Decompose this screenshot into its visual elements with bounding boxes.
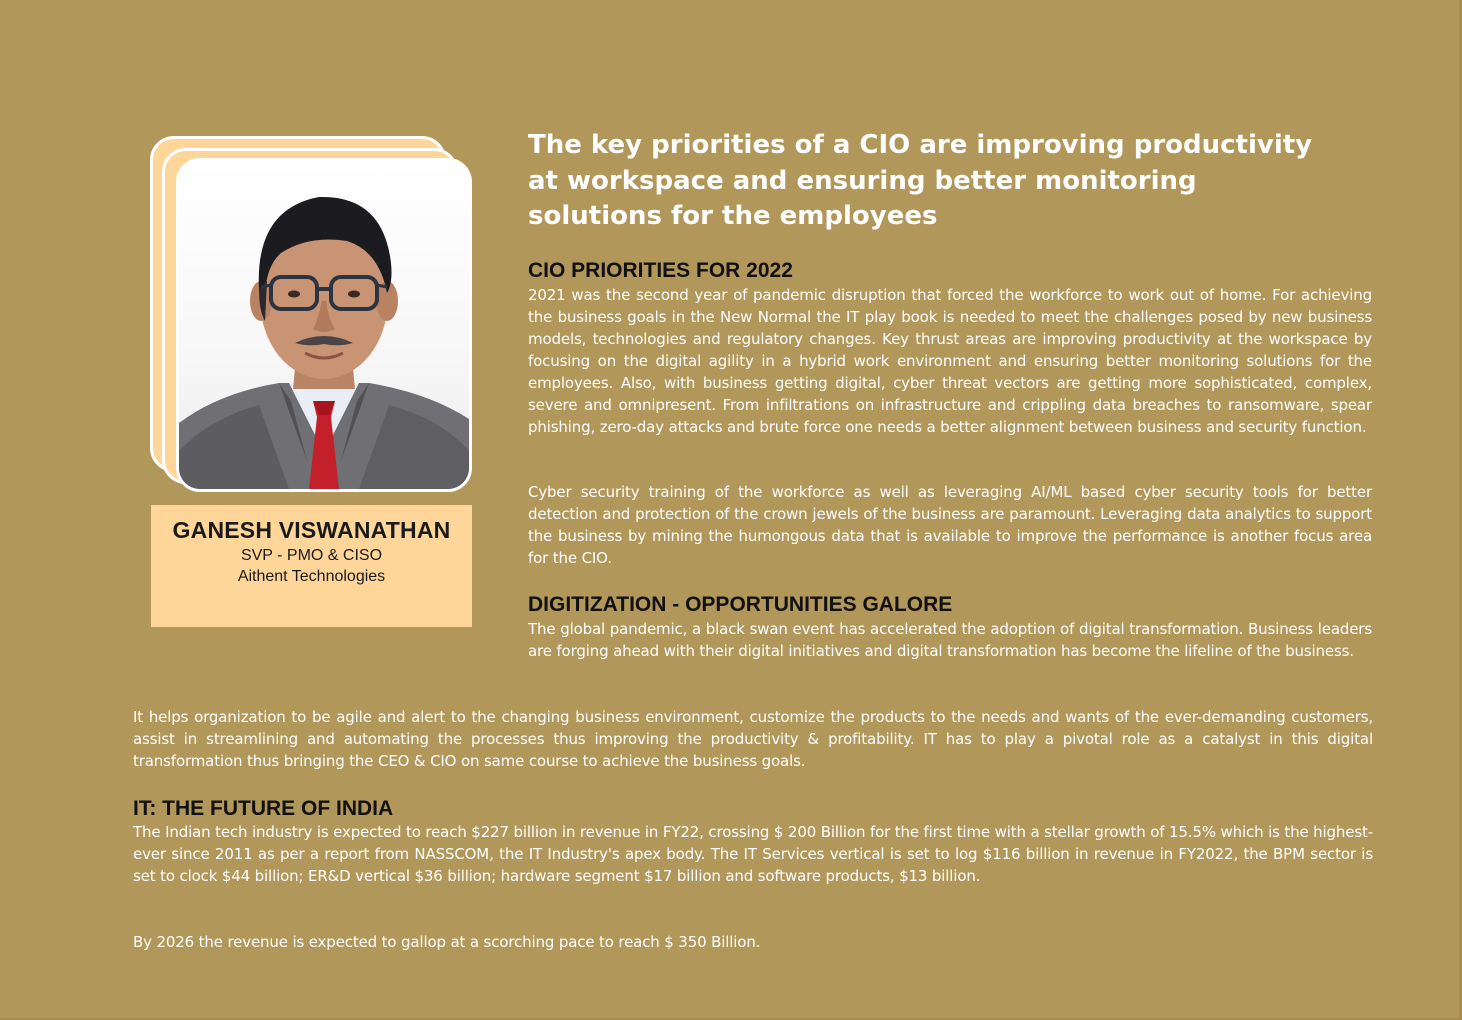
profile-name-card <box>151 505 472 627</box>
portrait-illustration <box>179 161 469 489</box>
cio-priorities-paragraph-2: Cyber security training of the workforce as well as leveraging AI/ML based cyber security tools for better detection and protection of the crown jewels of the business are paramount. Leveraging data analytics to support the business by mining the humongous data that is available to improve the performance is another focus area for the CIO. <box>528 483 1372 567</box>
digitization-paragraph-2: It helps organization to be agile and alert to the changing business environment, customize the products to the needs and wants of the ever-demanding customers, assist in streamlining and automating the processes thus improving the productivity & profitability. IT has to play a pivotal role as a catalyst in this digital transformation thus bringing the CEO & CIO on same course to achieve the business goals. <box>133 708 1373 770</box>
future-india-paragraph-2: By 2026 the revenue is expected to gallop at a scorching pace to reach $ 350 Billion. <box>133 933 761 951</box>
article-headline: The key priorities of a CIO are improving productivity at workspace and ensuring better monitoring solutions for the employees <box>528 130 1313 231</box>
section-title-future-of-india: IT: THE FUTURE OF INDIA <box>133 797 394 820</box>
cio-priorities-paragraph-1: 2021 was the second year of pandemic disruption that forced the workforce to work out of home. For achieving the business goals in the New Normal the IT play book is needed to meet the challenges posed by new business models, technologies and regulatory changes. Key thrust areas are improving productivity at the workspace by focusing on the digital agility in a hybrid work environment and ensuring better monitoring solutions for the employees. Also, with business getting digital, cyber threat vectors are getting more sophisticated, complex, severe and omnipresent. From infiltrations on infrastructure and crippling data breaches to ransomware, spear phishing, zero-day attacks and brute force one needs a better alignment between business and security function. <box>528 286 1372 436</box>
profile-photo-stack <box>150 136 480 496</box>
profile-name: GANESH VISWANATHAN <box>172 517 451 543</box>
section-title-digitization: DIGITIZATION - OPPORTUNITIES GALORE <box>528 593 953 616</box>
digitization-paragraph-1: The global pandemic, a black swan event has accelerated the adoption of digital transformation. Business leaders are forging ahead with their digital initiatives and digital transformation has become the lifeline of the business. <box>528 620 1372 660</box>
future-india-paragraph-1: The Indian tech industry is expected to reach $227 billion in revenue in FY22, crossing $ 200 Billion for the first time with a stellar growth of 15.5% which is the highest-ever since 2011 as per a report from NASSCOM, the IT Industry's apex body. The IT Services vertical is set to log $116 billion in revenue in FY2022, the BPM sector is set to clock $44 billion; ER&D vertical $36 billion; hardware segment $17 billion and software products, $13 billion. <box>133 823 1373 885</box>
section-title-cio-priorities: CIO PRIORITIES FOR 2022 <box>528 259 793 282</box>
profile-role: SVP - PMO & CISO <box>240 547 383 564</box>
profile-photo <box>176 158 472 492</box>
profile-company: Aithent Technologies <box>237 568 386 585</box>
